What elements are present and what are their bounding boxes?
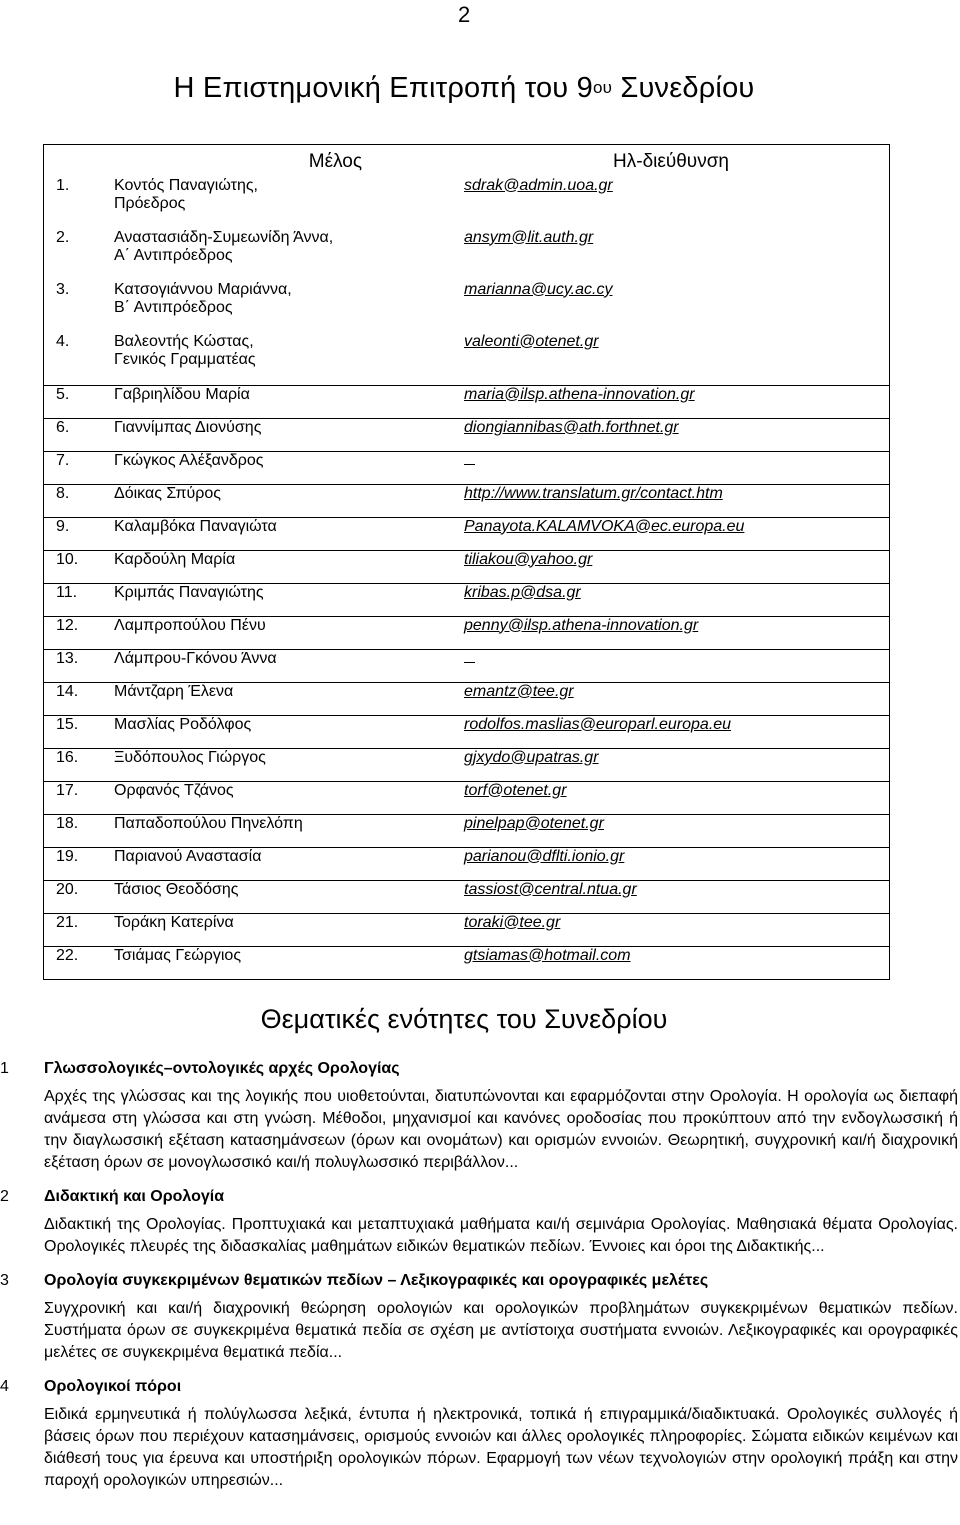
topic-title: Γλωσσολογικές–οντολογικές αρχές Ορολογίας xyxy=(44,1060,400,1077)
table-row xyxy=(44,385,890,418)
page-title xyxy=(0,72,928,105)
member-number: 8. xyxy=(56,484,70,502)
member-number: 17. xyxy=(56,781,79,799)
member-name: Αναστασιάδη-Συμεωνίδη Άννα, xyxy=(114,228,334,246)
member-number: 9. xyxy=(56,517,70,535)
member-email-link[interactable]: kribas.p@dsa.gr xyxy=(464,583,581,601)
table-row xyxy=(44,583,890,616)
member-name-cell xyxy=(114,616,454,649)
member-number: 13. xyxy=(56,649,79,667)
member-email-link[interactable]: emantz@tee.gr xyxy=(464,682,574,700)
member-email-cell xyxy=(454,229,890,281)
member-name-cell xyxy=(114,583,454,616)
topic-title: Ορολογία συγκεκριμένων θεματικών πεδίων – Λεξικογραφικές και ορογραφικές μελέτες xyxy=(44,1272,709,1289)
member-email-cell xyxy=(454,583,890,616)
member-email-link[interactable]: diongiannibas@ath.forthnet.gr xyxy=(464,418,679,436)
member-name: Γιαννίμπας Διονύσης xyxy=(114,418,262,436)
member-email-link[interactable]: valeonti@otenet.gr xyxy=(464,332,599,350)
member-name-cell xyxy=(114,333,454,386)
member-number: 18. xyxy=(56,814,79,832)
member-email-cell xyxy=(454,880,890,913)
member-name-cell xyxy=(114,847,454,880)
member-number: 16. xyxy=(56,748,79,766)
topic-description: Αρχές της γλώσσας και της λογικής που υιοθετούνται, διατυπώνονται και εφαρμόζονται στην Ορολογία. Η ορολογία ως διεπαφή ανάμεσα στη γλώσσα και στη γνώση. Μέθοδοι, μηχανισμοί και κανόνες οροδοσίας που προκύπτουν από την ενδογλωσσική ή την διαγλωσσική εξέταση κατασημάνσεων (όρων και ονομάτων) και ορισμών εννοιών. Θεωρητική, συγχρονική και/ή διαχρονική εξέταση όρων σε μονογλωσσικό και/ή πολυγλωσσικό περιβάλλον... xyxy=(44,1088,958,1171)
member-email-cell xyxy=(454,781,890,814)
member-name: Καρδούλη Μαρία xyxy=(114,550,236,568)
member-name-cell xyxy=(114,682,454,715)
table-row xyxy=(44,649,890,682)
member-email-cell xyxy=(454,814,890,847)
member-name-cell xyxy=(114,913,454,946)
member-email-cell xyxy=(454,385,890,418)
table-header-row xyxy=(44,145,890,177)
member-name: Τσιάμας Γεώργιος xyxy=(114,946,242,964)
member-name: Κοντός Παναγιώτης, xyxy=(114,176,258,194)
topic-title: Διδακτική και Ορολογία xyxy=(44,1188,225,1205)
member-email-link[interactable]: maria@ilsp.athena-innovation.gr xyxy=(464,385,695,403)
member-email-link[interactable]: tiliakou@yahoo.gr xyxy=(464,550,593,568)
member-name-cell xyxy=(114,484,454,517)
table-row xyxy=(44,781,890,814)
member-number: 10. xyxy=(56,550,79,568)
table-row xyxy=(44,484,890,517)
member-name: Δόικας Σπύρος xyxy=(114,484,221,502)
member-name: Βαλεοντής Κώστας, xyxy=(114,332,254,350)
topic-item xyxy=(0,1376,960,1492)
member-name-cell xyxy=(114,649,454,682)
member-email-link[interactable]: ansym@lit.auth.gr xyxy=(464,228,594,246)
member-number: 5. xyxy=(56,385,70,403)
member-name: Καλαμβόκα Παναγιώτα xyxy=(114,517,277,535)
member-name-cell xyxy=(114,517,454,550)
member-name: Μασλίας Ροδόλφος xyxy=(114,715,252,733)
section-title: Θεματικές ενότητες του Συνεδρίου xyxy=(260,1004,668,1034)
member-email-link[interactable]: marianna@ucy.ac.cy xyxy=(464,280,613,298)
member-email-cell xyxy=(454,484,890,517)
member-email-link[interactable]: Panayota.KALAMVOKA@ec.europa.eu xyxy=(464,517,745,535)
topics-list xyxy=(0,1058,960,1504)
topic-number: 3 xyxy=(0,1272,9,1289)
table-row xyxy=(44,715,890,748)
member-name: Γκώγκος Αλέξανδρος xyxy=(114,451,264,469)
member-name: Τοράκη Κατερίνα xyxy=(114,913,234,931)
member-email-link[interactable]: tassiost@central.ntua.gr xyxy=(464,880,637,898)
table-row xyxy=(44,913,890,946)
member-email-cell xyxy=(454,451,890,484)
table-row xyxy=(44,333,890,386)
table-row xyxy=(44,451,890,484)
header-email: Ηλ-διεύθυνση xyxy=(613,151,729,172)
member-name-cell xyxy=(114,880,454,913)
member-name-cell xyxy=(114,281,454,333)
member-email-link[interactable]: toraki@tee.gr xyxy=(464,913,561,931)
member-number: 6. xyxy=(56,418,70,436)
member-name-cell xyxy=(114,229,454,281)
member-number: 20. xyxy=(56,880,79,898)
table-row xyxy=(44,946,890,979)
member-number: 3. xyxy=(56,280,70,298)
member-email-cell xyxy=(454,682,890,715)
empty-email-dash xyxy=(464,651,475,663)
member-email-cell xyxy=(454,748,890,781)
member-email-link[interactable]: gjxydo@upatras.gr xyxy=(464,748,599,766)
table-row xyxy=(44,814,890,847)
member-email-link[interactable]: parianou@dflti.ionio.gr xyxy=(464,847,625,865)
member-name-cell xyxy=(114,814,454,847)
page-title-superscript: ου xyxy=(592,78,613,97)
member-email-cell xyxy=(454,913,890,946)
topic-item xyxy=(0,1186,960,1258)
member-name-cell xyxy=(114,748,454,781)
member-email-cell xyxy=(454,550,890,583)
member-name: Κατσογιάννου Μαριάννα, xyxy=(114,280,292,298)
member-name-cell xyxy=(114,550,454,583)
member-name: Λαμπροπούλου Πένυ xyxy=(114,616,266,634)
member-number: 19. xyxy=(56,847,79,865)
member-role: Πρόεδρος xyxy=(114,194,186,212)
member-name: Παριανού Αναστασία xyxy=(114,847,262,865)
table-row xyxy=(44,229,890,281)
member-number: 4. xyxy=(56,332,70,350)
member-email-link[interactable]: http://www.translatum.gr/contact.htm xyxy=(464,484,723,502)
member-number: 7. xyxy=(56,451,70,469)
member-number: 2. xyxy=(56,228,70,246)
member-number: 12. xyxy=(56,616,79,634)
member-email-cell xyxy=(454,333,890,386)
table-row xyxy=(44,682,890,715)
member-email-link[interactable]: penny@ilsp.athena-innovation.gr xyxy=(464,616,699,634)
member-email-cell xyxy=(454,715,890,748)
member-name: Τάσιος Θεοδόσης xyxy=(114,880,239,898)
member-email-link[interactable]: pinelpap@otenet.gr xyxy=(464,814,604,832)
member-email-link[interactable]: torf@otenet.gr xyxy=(464,781,567,799)
member-email-link[interactable]: rodolfos.maslias@europarl.europa.eu xyxy=(464,715,732,733)
member-role: Α΄ Αντιπρόεδρος xyxy=(114,246,233,264)
member-name: Κριμπάς Παναγιώτης xyxy=(114,583,264,601)
committee-table xyxy=(43,144,890,980)
member-number: 21. xyxy=(56,913,79,931)
page-title-main: Η Επιστημονική Επιτροπή του 9 xyxy=(173,72,593,104)
topic-number: 4 xyxy=(0,1378,9,1395)
topic-description: Συγχρονική και και/ή διαχρονική θεώρηση ορολογιών και ορολογικών προβλημάτων συγκεκριμένων θεματικών πεδίων. Συστήματα όρων σε συγκεκριμένα θεματικά πεδία σε σχέση με αντίστοιχα συστήματα εννοιών. Λεξικογραφικές και ορογραφικές μελέτες σε συγκεκριμένα θεματικά πεδία... xyxy=(44,1300,958,1361)
table-row xyxy=(44,517,890,550)
topic-number: 2 xyxy=(0,1188,9,1205)
header-member: Μέλος xyxy=(308,151,362,172)
member-email-cell xyxy=(454,616,890,649)
member-name-cell xyxy=(114,781,454,814)
member-role: Β΄ Αντιπρόεδρος xyxy=(114,298,233,316)
member-email-cell xyxy=(454,946,890,979)
table-row xyxy=(44,418,890,451)
member-name: Ορφανός Τζάνος xyxy=(114,781,234,799)
member-name: Γαβριηλίδου Μαρία xyxy=(114,385,250,403)
member-name: Μάντζαρη Έλενα xyxy=(114,682,234,700)
member-name: Λάμπρου-Γκόνου Άννα xyxy=(114,649,277,667)
member-number: 15. xyxy=(56,715,79,733)
member-number: 14. xyxy=(56,682,79,700)
table-row xyxy=(44,847,890,880)
member-name: Ξυδόπουλος Γιώργος xyxy=(114,748,266,766)
table-row xyxy=(44,880,890,913)
empty-email-dash xyxy=(464,453,475,465)
topic-item xyxy=(0,1058,960,1174)
topic-number: 1 xyxy=(0,1060,9,1077)
member-email-cell xyxy=(454,281,890,333)
topic-item xyxy=(0,1270,960,1364)
member-email-link[interactable]: sdrak@admin.uoa.gr xyxy=(464,176,613,194)
topic-description: Ειδικά ερμηνευτικά ή πολύγλωσσα λεξικά, έντυπα ή ηλεκτρονικά, τοπικά ή επιγραμμικά/διαδικτυακά. Ορολογικές συλλογές ή βάσεις όρων που περιέχουν κατασημάνσεις, ορισμούς εννοιών και άλλες ορολογικές πληροφορίες. Σώματα ειδικών κειμένων και διάθεσή τους για έρευνα και υποστήριξη ορολογικών πόρων. Εφαρμογή των νέων τεχνολογιών στην ορολογική πράξη και στην παροχή ορολογικών υπηρεσιών... xyxy=(44,1406,958,1489)
member-name-cell xyxy=(114,715,454,748)
member-role: Γενικός Γραμματέας xyxy=(114,350,256,368)
member-email-cell xyxy=(454,177,890,229)
table-row xyxy=(44,550,890,583)
topic-description: Διδακτική της Ορολογίας. Προπτυχιακά και μεταπτυχιακά μαθήματα και/ή σεμινάρια Ορολογίας. Μαθησιακά θέματα Ορολογίας. Ορολογικές πλευρές της διδασκαλίας μαθημάτων ειδικών θεματικών πεδίων. Έννοιες και όροι της Διδακτικής... xyxy=(44,1216,958,1255)
member-name-cell xyxy=(114,946,454,979)
member-number: 22. xyxy=(56,946,79,964)
member-name-cell xyxy=(114,385,454,418)
page-title-end: Συνεδρίου xyxy=(612,72,755,104)
member-email-link[interactable]: gtsiamas@hotmail.com xyxy=(464,946,631,964)
member-name: Παπαδοπούλου Πηνελόπη xyxy=(114,814,303,832)
table-row xyxy=(44,177,890,229)
topic-title: Ορολογικοί πόροι xyxy=(44,1378,182,1395)
member-email-cell xyxy=(454,847,890,880)
table-row xyxy=(44,281,890,333)
member-name-cell xyxy=(114,177,454,229)
member-email-cell xyxy=(454,517,890,550)
member-number: 1. xyxy=(56,176,70,194)
table-row xyxy=(44,748,890,781)
member-email-cell xyxy=(454,418,890,451)
page-number: 2 xyxy=(458,2,471,27)
member-name-cell xyxy=(114,451,454,484)
member-email-cell xyxy=(454,649,890,682)
table-row xyxy=(44,616,890,649)
member-name-cell xyxy=(114,418,454,451)
member-number: 11. xyxy=(56,583,78,601)
